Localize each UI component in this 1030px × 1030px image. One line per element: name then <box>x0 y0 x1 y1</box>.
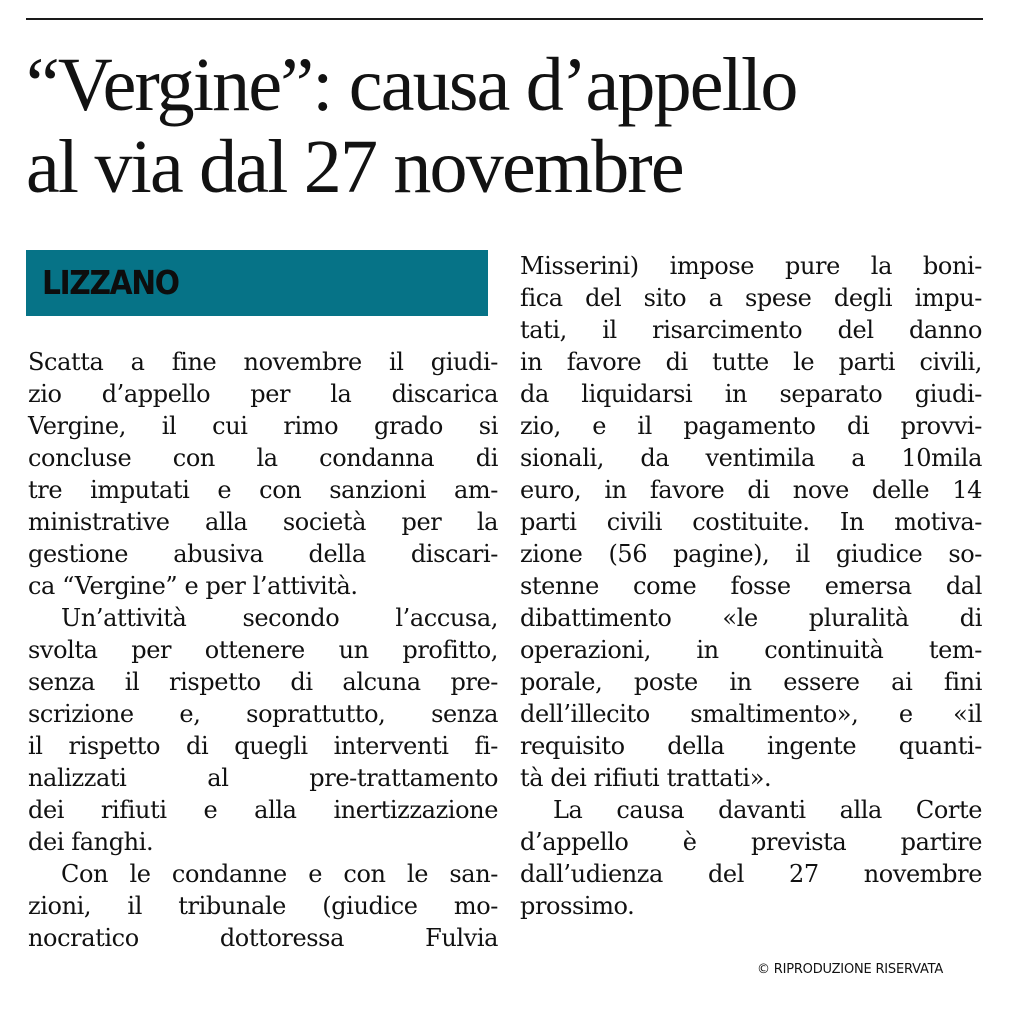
kicker-label: LIZZANO <box>42 263 179 302</box>
body-text-line: tà dei rifiuti trattati». <box>520 764 772 792</box>
body-text-line: dibattimento «le pluralità di <box>520 604 982 632</box>
body-text-line: Scatta a fine novembre il giudi- <box>28 348 498 376</box>
body-text-line: Vergine, il cui rimo grado si <box>28 412 498 440</box>
body-text-line: porale, poste in essere ai fini <box>520 668 982 696</box>
body-text-line: concluse con la condanna di <box>28 444 498 472</box>
body-text-line: tati, il risarcimento del danno <box>520 316 982 344</box>
body-text-line: Con le condanne e con le san- <box>61 860 498 888</box>
body-text-line: dei rifiuti e alla inertizzazione <box>28 796 498 824</box>
body-text-line: parti civili costituite. In motiva- <box>520 508 982 536</box>
body-text-line: dell’illecito smaltimento», e «il <box>520 700 982 728</box>
article-column-right <box>520 250 982 922</box>
body-text-line: d’appello è prevista partire <box>520 828 982 856</box>
body-text-line: Un’attività secondo l’accusa, <box>61 604 498 632</box>
body-text-line: prossimo. <box>520 892 635 920</box>
body-text-line: ca “Vergine” e per l’attività. <box>28 572 358 600</box>
body-text-line: sionali, da ventimila a 10mila <box>520 444 982 472</box>
body-text-line: fica del sito a spese degli impu- <box>520 284 982 312</box>
body-text-line: La causa davanti alla Corte <box>553 796 982 824</box>
body-text-line: il rispetto di quegli interventi fi- <box>28 732 498 760</box>
body-text-line: ministrative alla società per la <box>28 508 498 536</box>
body-text-line: senza il rispetto di alcuna pre- <box>28 668 498 696</box>
body-text-line: nalizzati al pre-trattamento <box>28 764 498 792</box>
body-text-line: in favore di tutte le parti civili, <box>520 348 982 376</box>
body-text-line: zioni, il tribunale (giudice mo- <box>28 892 498 920</box>
body-text-line: stenne come fosse emersa dal <box>520 572 982 600</box>
body-text-line: operazioni, in continuità tem- <box>520 636 982 664</box>
body-text-line: tre imputati e con sanzioni am- <box>28 476 498 504</box>
article-column-left <box>28 346 498 954</box>
copyright-notice: © RIPRODUZIONE RISERVATA <box>757 962 944 977</box>
body-text-line: requisito della ingente quanti- <box>520 732 982 760</box>
body-text-line: gestione abusiva della discari- <box>28 540 498 568</box>
headline-line: “Vergine”: causa d’appello <box>26 43 797 127</box>
body-text-line: euro, in favore di nove delle 14 <box>520 476 982 504</box>
body-text-line: dall’udienza del 27 novembre <box>520 860 982 888</box>
headline-line: al via dal 27 novembre <box>26 125 683 209</box>
body-text-line: zione (56 pagine), il giudice so- <box>520 540 982 568</box>
body-text-line: zio, e il pagamento di provvi- <box>520 412 982 440</box>
body-text-line: Misserini) impose pure la boni- <box>520 252 982 280</box>
body-text-line: da liquidarsi in separato giudi- <box>520 380 982 408</box>
body-text-line: dei fanghi. <box>28 828 154 856</box>
body-text-line: svolta per ottenere un profitto, <box>28 636 498 664</box>
section-kicker <box>26 250 488 316</box>
headline <box>26 44 991 208</box>
top-rule <box>26 18 983 20</box>
body-text-line: zio d’appello per la discarica <box>28 380 498 408</box>
body-text-line: scrizione e, soprattutto, senza <box>28 700 498 728</box>
body-text-line: nocratico dottoressa Fulvia <box>28 924 498 952</box>
